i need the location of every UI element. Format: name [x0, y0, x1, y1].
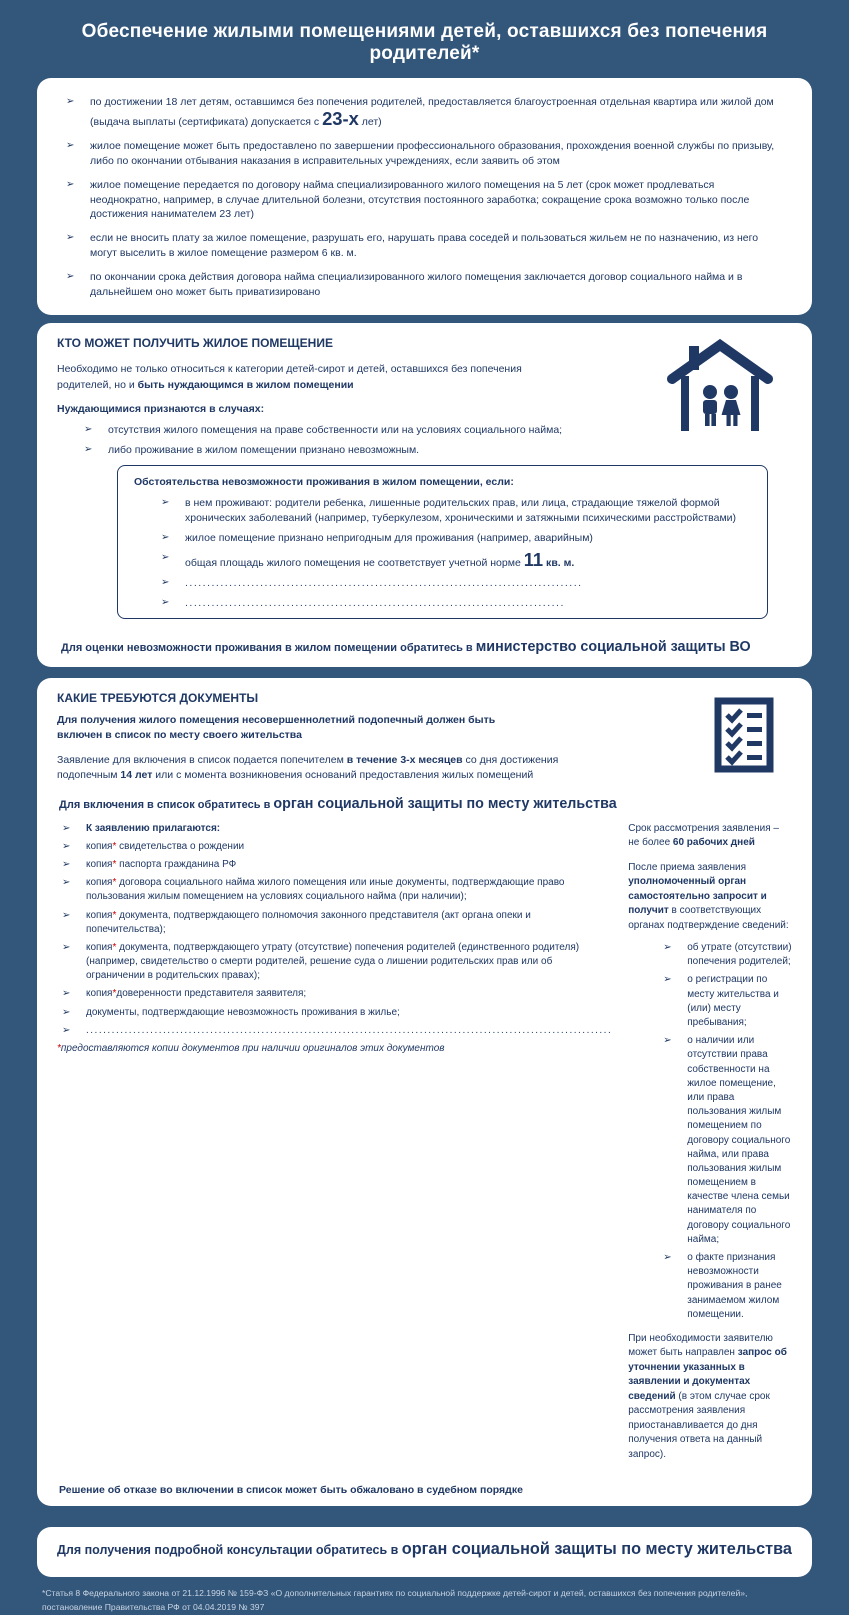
attachment-item: ➢ документы, подтверждающие невозможность проживания в жилье; — [57, 1006, 612, 1020]
include-in-list-line: Для включения в список обратитесь в орган социальной защиты по месту жительства — [59, 795, 617, 812]
impossibility-item-blank: ➢ ...................................................................................... — [156, 596, 751, 611]
who-heading: КТО МОЖЕТ ПОЛУЧИТЬ ЖИЛОЕ ПОМЕЩЕНИЕ — [57, 335, 333, 350]
documents-card — [37, 678, 812, 1507]
copies-footnote: *предоставляются копии документов при наличии оригиналов этих документов — [57, 1043, 445, 1055]
consultation-line: Для получения подробной консультации обратитесь в орган социальной защиты по месту жительства — [57, 1540, 792, 1559]
page-title: Обеспечение жилыми помещениями детей, оставшихся без попечения родителей* — [81, 21, 768, 64]
review-term-text: Срок рассмотрения заявления – не более 60 рабочих дней — [628, 822, 779, 849]
legal-footnote: *Статья 8 Федерального закона от 21.12.1996 № 159-ФЗ «О дополнительных гарантиях по социальной поддержке детей-сирот и детей, оставшихся без попечения родителей», постановление Правительства РФ от 04.04.2019 № 397 — [42, 1588, 748, 1613]
who-case: ➢ отсутствия жилого помещения на праве собственности или на условиях социального найма; — [79, 423, 650, 438]
clarification-request-text: При необходимости заявителю может быть направлен запрос об уточнении указанных в заявлении и документах сведений (в этом случае срок рассмотрения заявления приостанавливается до дня получения ответа на данный запрос). — [628, 1332, 787, 1460]
impossibility-item: ➢ общая площадь жилого помещения не соответствует учетной норме 11 кв. м. — [156, 551, 751, 571]
attachment-item: ➢ копия* паспорта гражданина РФ — [57, 858, 612, 872]
documents-intro: Для получения жилого помещения несовершеннолетний подопечный должен быть включен в список по месту своего жительства — [57, 713, 496, 741]
checklist-icon — [714, 691, 792, 778]
impossibility-heading: Обстоятельства невозможности проживания в жилом помещении, если: — [134, 476, 514, 489]
attachment-item: ➢ К заявлению прилагаются: — [57, 822, 612, 836]
confirmation-item: ➢ об утрате (отсутствии) попечения родителей; — [658, 941, 792, 969]
application-deadline-text: Заявление для включения в список подается попечителем в течение 3-х месяцев со дня достижения подопечным 14 лет или с момента возникновения оснований предоставления жилых помещений — [57, 754, 559, 782]
attachment-item: ➢ копия* свидетельства о рождении — [57, 840, 612, 854]
impossibility-item-blank: ➢ .......................................................................................... — [156, 576, 751, 591]
attachment-item: ➢ копия*доверенности представителя заявителя; — [57, 987, 612, 1001]
attachment-item: ➢ копия* документа, подтверждающего полномочия законного представителя (акт органа опеки и попечительства); — [57, 909, 612, 937]
impossibility-item: ➢ в нем проживают: родители ребенка, лишенные родительских прав, или лица, страдающие тяжелой формой хронических заболеваний (например, туберкулезом, хроническими и затяжными психическими расстройствами) — [156, 496, 751, 526]
documents-left-column — [57, 822, 612, 1471]
intro-bullet: ➢ если не вносить плату за жилое помещение, разрушать его, нарушать права соседей и пользоваться жильем не по назначению, из него могут выселить в жилое помещение размером 6 кв. м. — [61, 231, 786, 261]
intro-bullet-list — [61, 95, 786, 300]
attachments-list — [57, 822, 612, 1038]
impossibility-list — [134, 496, 751, 610]
who-cases-list — [57, 423, 650, 458]
who-case: ➢ либо проживание в жилом помещении признано невозможным. — [79, 443, 650, 458]
assessment-contact-line: Для оценки невозможности проживания в жилом помещении обратитесь в министерство социальной защиты ВО — [61, 638, 751, 655]
who-intro-text: Необходимо не только относиться к категории детей-сирот и детей, оставшихся без попечения родителей, но и быть нуждающимся в жилом помещении — [57, 362, 522, 391]
impossibility-item: ➢ жилое помещение признано непригодным для проживания (например, аварийным) — [156, 531, 751, 546]
authority-request-text: После приема заявления уполномоченный орган самостоятельно запросит и получит в соответствующих органах подтверждение сведений: — [628, 861, 789, 931]
confirmation-item: ➢ о наличии или отсутствии права собственности на жилое помещение, или права пользования жилым помещением по договору социального найма, или права пользования жилым помещением в качестве члена семьи нанимателя по договору социального найма; — [658, 1034, 792, 1247]
appeal-line: Решение об отказе во включении в список может быть обжаловано в судебном порядке — [59, 1484, 523, 1497]
confirmation-item: ➢ о регистрации по месту жительства и (или) месту пребывания; — [658, 973, 792, 1030]
documents-right-column — [628, 822, 792, 1471]
confirmation-item: ➢ о факте признания невозможности проживания в ранее занимаемом жилом помещении. — [658, 1251, 792, 1322]
intro-bullet: ➢ жилое помещение может быть предоставлено по завершении профессионального образования, прохождения военной службы по призыву, либо по окончании отбывания наказания в исправительных учреждениях, если заявить об этом — [61, 139, 786, 169]
who-can-receive-card — [37, 323, 812, 667]
documents-heading: КАКИЕ ТРЕБУЮТСЯ ДОКУМЕНТЫ — [57, 690, 259, 705]
intro-bullet: ➢ по окончании срока действия договора найма специализированного жилого помещения заключается договор социального найма и в дальнейшем оно может быть приватизировано — [61, 270, 786, 300]
intro-bullet: ➢ жилое помещение передается по договору найма специализированного жилого помещения на 5 лет (срок может продлеваться неоднократно, например, в случае длительной болезни, отсутствия постоянного заработка; сокращение срока возможно только после достижения нанимателем 23 лет) — [61, 178, 786, 223]
attachment-item-blank: ➢ ........................................................................................................................... — [57, 1024, 612, 1038]
impossibility-box — [117, 465, 768, 618]
house-with-children-icon — [664, 336, 790, 441]
attachment-item: ➢ копия* договора социального найма жилого помещения или иные документы, подтверждающие право пользования жилым помещением на условиях социального найма (при наличии); — [57, 876, 612, 904]
intro-bullet: ➢ по достижении 18 лет детям, оставшимся без попечения родителей, предоставляется благоустроенная отдельная квартира или жилой дом (выдача выплаты (сертификата) допускается с 23-х лет) — [61, 95, 786, 130]
confirmations-list — [628, 941, 792, 1322]
who-cases-heading: Нуждающимися признаются в случаях: — [57, 403, 265, 416]
consultation-card — [37, 1527, 812, 1577]
intro-card — [37, 78, 812, 315]
attachment-item: ➢ копия* документа, подтверждающего утрату (отсутствие) попечения родителей (единственного родителя) (например, свидетельство о смерти родителей, решение суда о лишении родительских прав или об ограничении в родительских правах); — [57, 941, 612, 984]
